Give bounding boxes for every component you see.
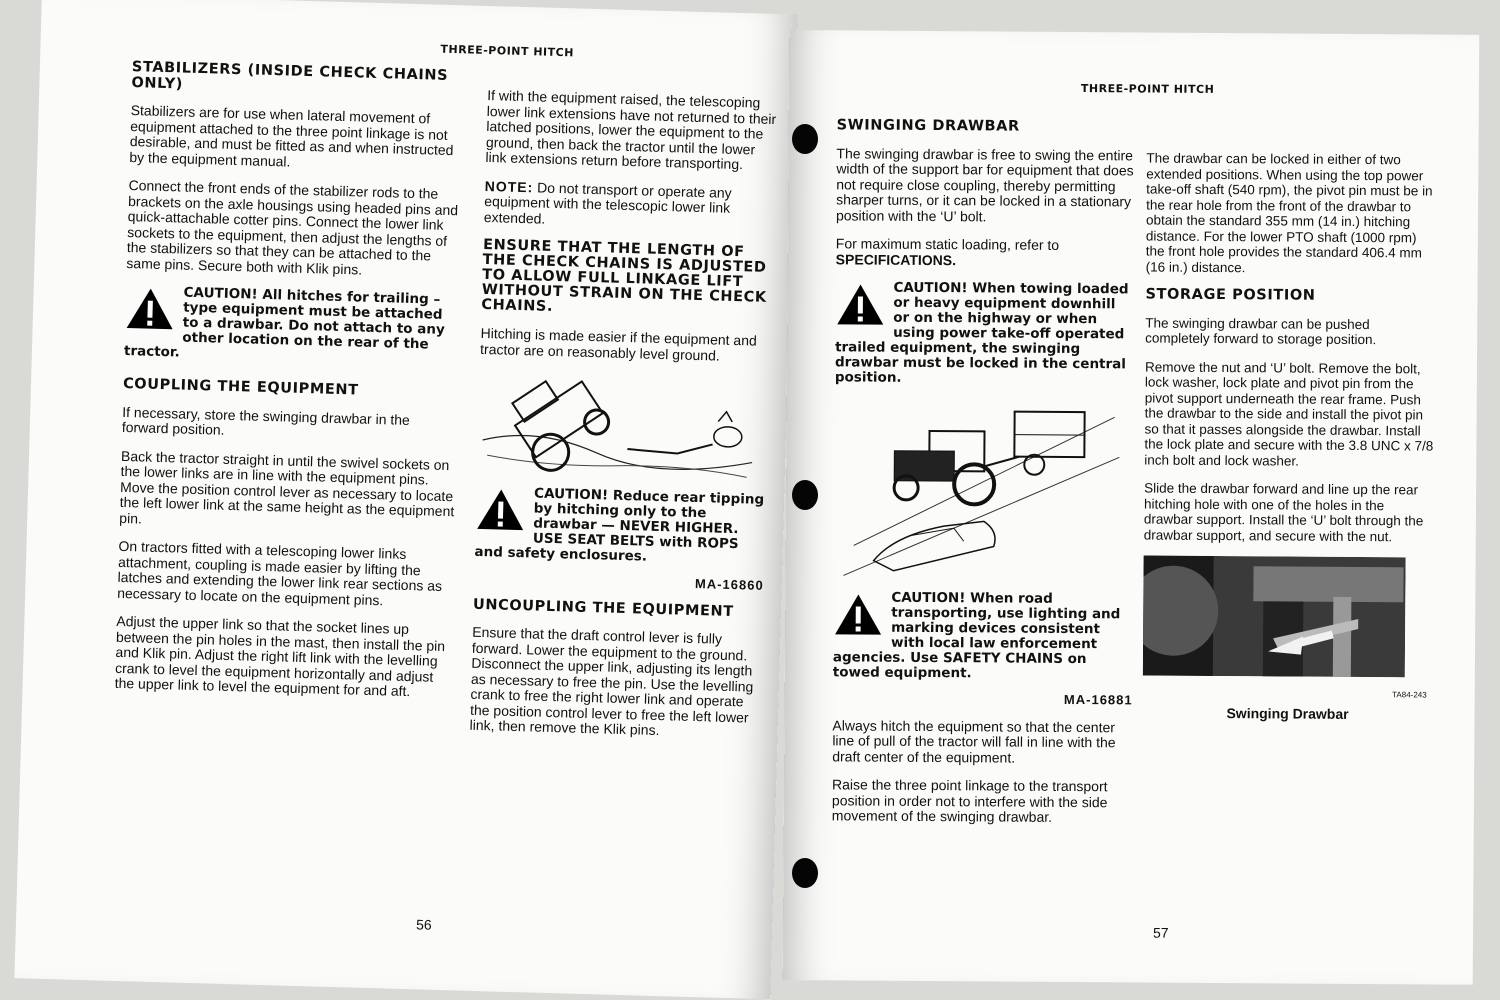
swinging-drawbar-heading: SWINGING DRAWBAR [836,117,1020,135]
caution-road-text: CAUTION! When road transporting, use lighting and marking devices consistent with local law enforcement agencies. Use SAFETY CHAINS on towed equipment. [832,589,1121,682]
swinging-drawbar-photo [1143,555,1406,677]
drawbar-locked-paragraph: The drawbar can be locked in either of two extended positions. When using the top power take-off shaft (540 rpm), the pivot pin must be in the rear hole from the front of the drawbar to obtain the standard 355 mm (14 in.) hitching distance. For the lower PTO shaft (1000 rpm) the front hole provides the standard 406.4 mm (16 in.) distance. [1145,150,1433,275]
binder-hole-bottom [792,858,818,888]
caution-hitches-text: CAUTION! All hitches for trailing – type equipment must be attached to a drawbar. Do not attach to any other location on the rear of the tractor. [123,284,446,361]
warning-triangle-icon [475,487,526,532]
storage-paragraph-2: Remove the nut and ‘U’ bolt. Remove the bolt, lock washer, lock plate and pivot pin from the pivot support underneath the rear frame. Push the drawbar to the side and install the pivot pin so that it passes alongside the drawbar. Install the lock plate and secure with the 3.8 UNC x 7/8 inch bolt and lock washer. [1144,359,1434,469]
static-loading-paragraph [836,236,1136,269]
coupling-heading: COUPLING THE EQUIPMENT [122,375,359,399]
left-column-1 [114,60,467,714]
coupling-paragraph-1: If necessary, store the swinging drawbar in the forward position. [121,403,411,438]
caution-tipping [474,485,766,568]
caution-tipping-text: CAUTION! Reduce rear tipping by hitching only to the drawbar — NEVER HIGHER. USE SEAT BELTS with ROPS and safety enclosures. [474,485,765,565]
note-label: NOTE: [484,177,534,195]
stabilizers-paragraph-2: Connect the front ends of the stabilizer rods to the brackets on the axle housings using headed pins and quick-attachable cotter pins. Connect the lower link sockets to the equipment, then adjust the lengths of the stabilizers so that they can be attached to the same pins. Secure both with Klik pins. [126,177,459,278]
telescoping-paragraph: If with the equipment raised, the telescoping lower link extensions have not returned to their latched positions, lower the equipment to the ground, then back the tractor until the lower link extensions return before transporting. [485,87,777,173]
tractor-highway-illustration [833,395,1124,582]
coupling-paragraph-4: Adjust the upper link so that the socket lines up between the pin holes in the mast, then install the pin and Klik pin. Adjust the right lift link with the levelling crank to level the equipment horizontally and adjust the upper link to level the equipment for and aft. [114,612,446,700]
figure-id-ma-16881: MA-16881 [1063,691,1133,708]
caution-towing [835,280,1136,387]
photo-label: TA84-243 [1392,690,1427,700]
hitch-center-paragraph: Always hitch the equipment so that the center line of pull of the tractor will fall in line with the draft center of the equipment. [832,716,1116,766]
ensure-check-chains: ENSURE THAT THE LENGTH OF THE CHECK CHAINS IS ADJUSTED TO ALLOW FULL LINKAGE LIFT WITHOUT STRAIN ON THE CHECK CHAINS. [481,236,767,315]
stabilizers-paragraph-1: Stabilizers are for use when lateral movement of equipment attached to the three point linkage is not desirable, and must be fitted as and when instructed by the equipment manual. [129,102,454,170]
note-paragraph [484,178,775,233]
storage-position-heading: STORAGE POSITION [1145,286,1316,304]
photo-caption: Swinging Drawbar [1226,704,1349,722]
caution-road-transport [833,590,1134,682]
static-loading-text: For maximum static loading, refer to [835,235,1060,253]
figure-id-ma-16860: MA-16860 [694,575,764,593]
specifications-ref: SPECIFICATIONS. [835,250,957,268]
stabilizers-heading: STABILIZERS (INSIDE CHECK CHAINS ONLY) [131,59,449,92]
right-column-2 [1143,151,1437,723]
left-page-number: 56 [415,916,432,933]
uncoupling-heading: UNCOUPLING THE EQUIPMENT [472,596,734,620]
binder-hole-middle [792,480,818,510]
uncoupling-paragraph: Ensure that the draft control lever is fully forward. Lower the equipment to the ground. Disconnect the upper link, adjusting its length as necessary to free the pin. Use the levelling crank to free the right lower link and operate the position control lever to free the left lower link, then remove the Klik pins. [469,623,754,739]
right-page-number: 57 [1152,924,1169,941]
raise-linkage-paragraph: Raise the three point linkage to the transport position in order not to interfere with the side movement of the swinging drawbar. [831,776,1108,825]
right-column-1 [832,118,1137,839]
tipped-tractor-illustration [477,370,760,483]
warning-triangle-icon [833,592,883,636]
coupling-paragraph-2: Back the tractor straight in until the swivel sockets on the lower links are in line with the equipment pins. Move the position control lever as necessary to locate the left lower link at the same height as the equipment pin. [119,447,455,527]
note-text: Do not transport or operate any equipment with the telescopic lower link extended. [483,178,732,227]
left-column-2 [469,88,777,754]
left-page [14,0,797,999]
swinging-paragraph-1: The swinging drawbar is free to swing the entire width of the support bar for equipment that does not require close coupling, thereby permitting sharper turns, or it can be locked in a stationary position with the ‘U’ bolt. [835,144,1134,224]
caution-towing-text: CAUTION! When towing loaded or heavy equipment downhill or on the highway or when using power take-off operated trailed equipment, the swinging drawbar must be locked in the central position. [834,279,1129,386]
hitching-paragraph: Hitching is made easier if the equipment and tractor are on reasonably level ground. [479,324,758,364]
storage-paragraph-3: Slide the drawbar forward and line up the rear hitching hole with one of the holes in the drawbar support. Install the ‘U’ bolt through the drawbar support, and secure with the nut. [1143,480,1424,544]
warning-triangle-icon [835,282,885,326]
right-page [783,30,1480,985]
storage-paragraph-1: The swinging drawbar can be pushed completely forward to storage position. [1145,315,1377,348]
warning-triangle-icon [125,286,176,331]
binder-hole-top [792,124,818,154]
coupling-paragraph-3: On tractors fitted with a telescoping lower links attachment, coupling is made easier by lifting the latches and extending the lower link rear sections as necessary to locate on the equipment pins. [117,537,443,608]
caution-hitches [124,284,461,368]
left-running-head: THREE-POINT HITCH [440,42,575,60]
right-running-head: THREE-POINT HITCH [1080,82,1215,96]
